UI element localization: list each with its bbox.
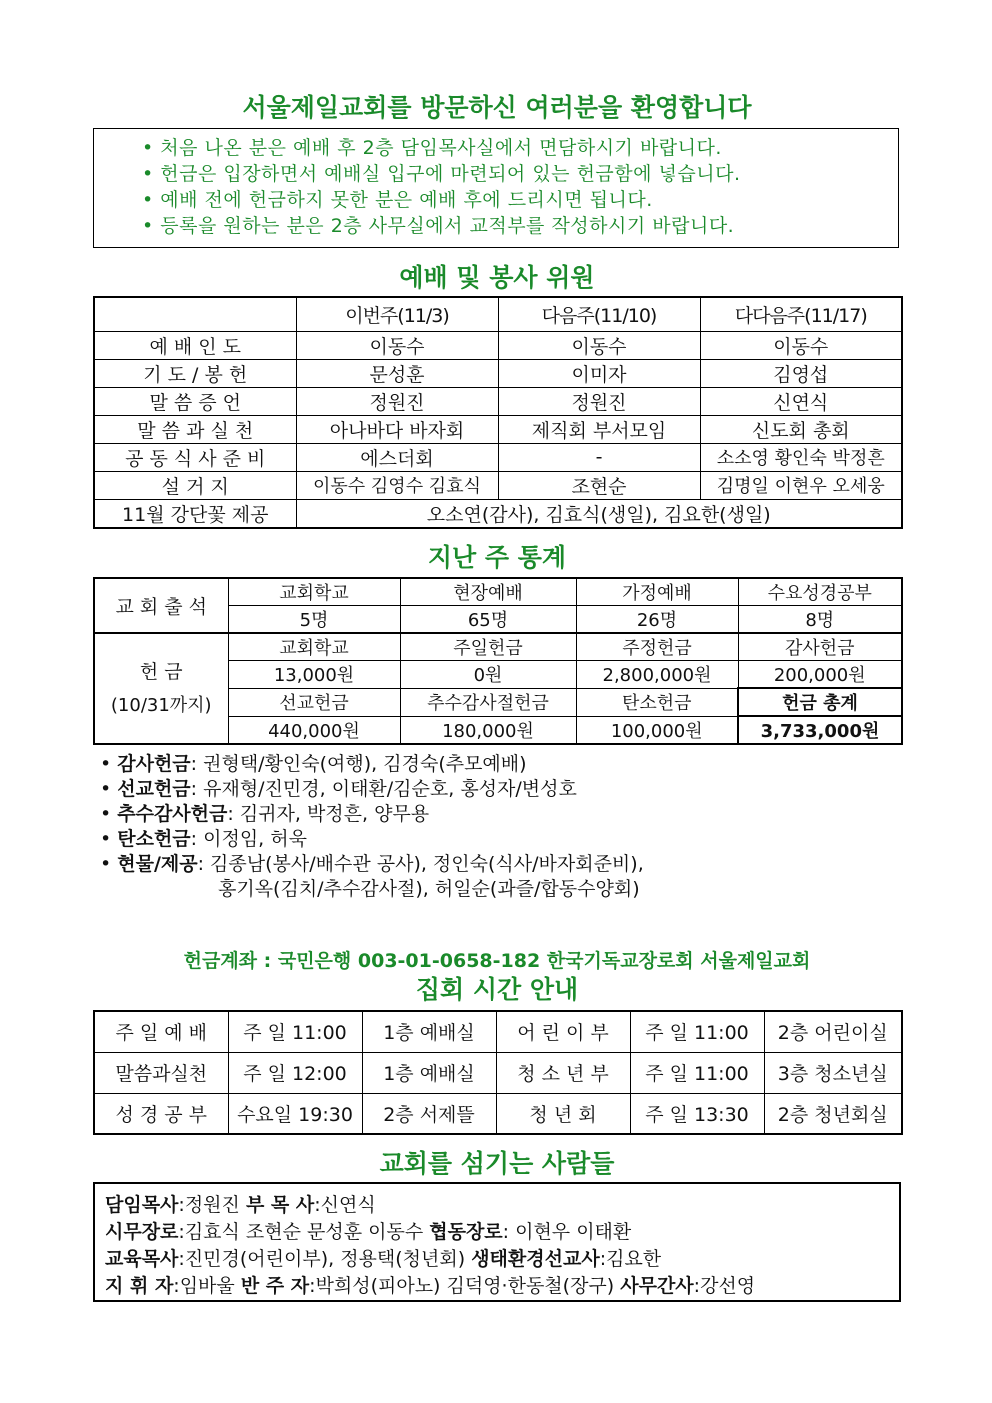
offering-total-header: 헌금 총계 [738, 688, 902, 716]
meeting-time: 주 일 12:00 [228, 1052, 362, 1093]
meeting-name: 주 일 예 배 [94, 1011, 228, 1052]
donor-text: : 김종남(봉사/배수관 공사), 정인숙(식사/바자회준비), [197, 853, 644, 875]
attendance-header: 현장예배 [400, 578, 576, 606]
service-row [94, 443, 902, 471]
staff-names: :박희성(피아노) 김덕영·한동철(장구) [309, 1275, 621, 1297]
attendance-value: 8명 [738, 606, 902, 634]
meeting-name: 성 경 공 부 [94, 1093, 228, 1134]
service-role: 기 도 / 봉 헌 [94, 359, 296, 387]
service-cell: 이동수 [700, 331, 902, 359]
attendance-header: 수요성경공부 [738, 578, 902, 606]
staff-line [105, 1246, 889, 1273]
service-cell: - [498, 443, 700, 471]
service-role: 예 배 인 도 [94, 331, 296, 359]
offering-label-cell [94, 633, 228, 744]
service-cell: 제직회 부서모임 [498, 415, 700, 443]
meetings-table [93, 1010, 903, 1135]
donor-label: 선교헌금 [117, 778, 191, 800]
staff-role: 부 목 사 [245, 1194, 315, 1216]
attendance-value: 65명 [400, 606, 576, 634]
donor-label: 추수감사헌금 [117, 803, 228, 825]
staff-line [105, 1219, 889, 1246]
offering-header: 주일헌금 [400, 633, 576, 661]
meeting-place: 2층 어린이실 [764, 1011, 902, 1052]
donor-item: • 선교헌금: 유재형/진민경, 이태환/김순호, 홍성자/변성호 [100, 778, 577, 800]
service-cell: 에스더회 [296, 443, 498, 471]
attendance-label: 교 회 출 석 [94, 578, 228, 633]
offering-value: 100,000원 [576, 716, 738, 744]
offering-header: 감사헌금 [738, 633, 902, 661]
welcome-box [93, 128, 899, 248]
service-role: 말 씀 과 실 천 [94, 415, 296, 443]
meeting-row [94, 1052, 902, 1093]
donor-text: : 김귀자, 박정흔, 양무용 [227, 803, 430, 825]
welcome-item: • 예배 전에 헌금하지 못한 분은 예배 후에 드리시면 됩니다. [142, 187, 898, 213]
staff-role: 사무간사 [620, 1275, 694, 1297]
staff-line [105, 1192, 889, 1219]
offering-value: 0원 [400, 661, 576, 689]
service-header-cell: 다음주(11/10) [498, 297, 700, 331]
meeting-place: 2층 청년회실 [764, 1093, 902, 1134]
donor-text: : 이정임, 허욱 [190, 828, 307, 850]
donor-label: 현물/제공 [117, 853, 198, 875]
service-cell: 정원진 [498, 387, 700, 415]
service-table [93, 296, 903, 529]
offering-total-value: 3,733,000원 [738, 716, 902, 744]
offering-value: 180,000원 [400, 716, 576, 744]
staff-role: 생태환경선교사 [471, 1248, 600, 1270]
flower-value: 오소연(감사), 김효식(생일), 김요한(생일) [296, 499, 902, 528]
service-row [94, 331, 902, 359]
meeting-time: 주 일 11:00 [630, 1011, 764, 1052]
offering-header: 주정헌금 [576, 633, 738, 661]
staff-names: :임바울 [173, 1275, 241, 1297]
service-role: 설 거 지 [94, 471, 296, 499]
meetings-title: 집회 시간 안내 [415, 975, 579, 1004]
stats-table [93, 577, 903, 745]
offering-value: 200,000원 [738, 661, 902, 689]
offering-header: 교회학교 [228, 633, 400, 661]
donor-item: • 감사헌금: 권형택/황인숙(여행), 김경숙(추모예배) [100, 753, 527, 775]
service-flower-row [94, 499, 902, 528]
offering-header-row [94, 633, 902, 661]
donor-item: • 탄소헌금: 이정임, 허욱 [100, 828, 307, 850]
meeting-row [94, 1093, 902, 1134]
meeting-name: 청 소 년 부 [496, 1052, 630, 1093]
staff-names: :신연식 [314, 1194, 376, 1216]
service-role: 공 동 식 사 준 비 [94, 443, 296, 471]
welcome-title: 서울제일교회를 방문하신 여러분을 환영합니다 [242, 93, 752, 122]
service-row [94, 387, 902, 415]
attendance-header-row [94, 578, 902, 606]
welcome-item: • 등록을 원하는 분은 2층 사무실에서 교적부를 작성하시기 바랍니다. [142, 213, 898, 239]
service-cell: 이미자 [498, 359, 700, 387]
offering-header: 선교헌금 [228, 688, 400, 716]
service-cell: 김명일 이현우 오세웅 [700, 471, 902, 499]
staff-role: 교육목사 [105, 1248, 179, 1270]
service-cell: 정원진 [296, 387, 498, 415]
donor-label: 탄소헌금 [117, 828, 191, 850]
donor-item: • 현물/제공: 김종남(봉사/배수관 공사), 정인숙(식사/바자회준비), [100, 853, 644, 875]
staff-names: :김요한 [599, 1248, 662, 1270]
service-cell: 소소영 황인숙 박정흔 [700, 443, 902, 471]
staff-role: 시무장로 [105, 1221, 179, 1243]
service-cell: 김영섭 [700, 359, 902, 387]
stats-title: 지난 주 통계 [427, 543, 567, 572]
service-cell: 이동수 [498, 331, 700, 359]
staff-names: :정원진 [178, 1194, 246, 1216]
staff-names: :강선영 [693, 1275, 756, 1297]
meeting-place: 2층 서제뜰 [362, 1093, 496, 1134]
service-row [94, 415, 902, 443]
service-header-cell [94, 297, 296, 331]
offering-value: 2,800,000원 [576, 661, 738, 689]
service-row [94, 359, 902, 387]
service-cell: 신도회 총회 [700, 415, 902, 443]
staff-role: 협동장로 [429, 1221, 503, 1243]
meeting-time: 주 일 13:30 [630, 1093, 764, 1134]
attendance-header: 가정예배 [576, 578, 738, 606]
donor-continued: 홍기옥(김치/추수감사절), 허일순(과즐/합동수양회) [218, 878, 640, 900]
service-header-cell: 다다음주(11/17) [700, 297, 902, 331]
meeting-place: 1층 예배실 [362, 1052, 496, 1093]
donor-item: • 추수감사헌금: 김귀자, 박정흔, 양무용 [100, 803, 430, 825]
staff-title: 교회를 섬기는 사람들 [379, 1149, 615, 1178]
account-info: 헌금계좌 : 국민은행 003-01-0658-182 한국기독교장로회 서울제일교회 [183, 950, 811, 972]
staff-names: :진민경(어린이부), 정용택(청년회) [178, 1248, 472, 1270]
service-cell: 아나바다 바자회 [296, 415, 498, 443]
staff-names: : 이현우 이태환 [502, 1221, 632, 1243]
staff-role: 지 휘 자 [105, 1275, 174, 1297]
service-header-row [94, 297, 902, 331]
offering-label: 헌 금 [139, 660, 183, 683]
donor-label: 감사헌금 [117, 753, 191, 775]
offering-period: (10/31까지) [110, 694, 212, 716]
welcome-item: • 헌금은 입장하면서 예배실 입구에 마련되어 있는 헌금함에 넣습니다. [142, 161, 898, 187]
service-cell: 신연식 [700, 387, 902, 415]
staff-box [93, 1182, 901, 1302]
attendance-value: 26명 [576, 606, 738, 634]
meeting-row [94, 1011, 902, 1052]
service-title: 예배 및 봉사 위원 [399, 263, 595, 292]
service-cell: 조현순 [498, 471, 700, 499]
donor-text: : 유재형/진민경, 이태환/김순호, 홍성자/변성호 [190, 778, 577, 800]
attendance-header: 교회학교 [228, 578, 400, 606]
meeting-name: 청 년 회 [496, 1093, 630, 1134]
meeting-name: 어 린 이 부 [496, 1011, 630, 1052]
service-cell: 이동수 [296, 331, 498, 359]
service-row [94, 471, 902, 499]
meeting-place: 1층 예배실 [362, 1011, 496, 1052]
attendance-value: 5명 [228, 606, 400, 634]
meeting-time: 수요일 19:30 [228, 1093, 362, 1134]
offering-header: 추수감사절헌금 [400, 688, 576, 716]
staff-names: :김효식 조현순 문성훈 이동수 [178, 1221, 430, 1243]
staff-line [105, 1273, 889, 1300]
meeting-name: 말씀과실천 [94, 1052, 228, 1093]
welcome-item: • 처음 나온 분은 예배 후 2층 담임목사실에서 면담하시기 바랍니다. [142, 135, 898, 161]
offering-header: 탄소헌금 [576, 688, 738, 716]
offering-value: 440,000원 [228, 716, 400, 744]
meeting-place: 3층 청소년실 [764, 1052, 902, 1093]
donor-list [100, 752, 644, 902]
staff-role: 담임목사 [105, 1194, 179, 1216]
service-header-cell: 이번주(11/3) [296, 297, 498, 331]
flower-label: 11월 강단꽃 제공 [94, 499, 296, 528]
service-cell: 이동수 김영수 김효식 [296, 471, 498, 499]
staff-role: 반 주 자 [240, 1275, 310, 1297]
service-cell: 문성훈 [296, 359, 498, 387]
welcome-list [94, 129, 898, 239]
service-role: 말 씀 증 언 [94, 387, 296, 415]
meeting-time: 주 일 11:00 [228, 1011, 362, 1052]
donor-text: : 권형택/황인숙(여행), 김경숙(추모예배) [190, 753, 527, 775]
meeting-time: 주 일 11:00 [630, 1052, 764, 1093]
offering-value: 13,000원 [228, 661, 400, 689]
